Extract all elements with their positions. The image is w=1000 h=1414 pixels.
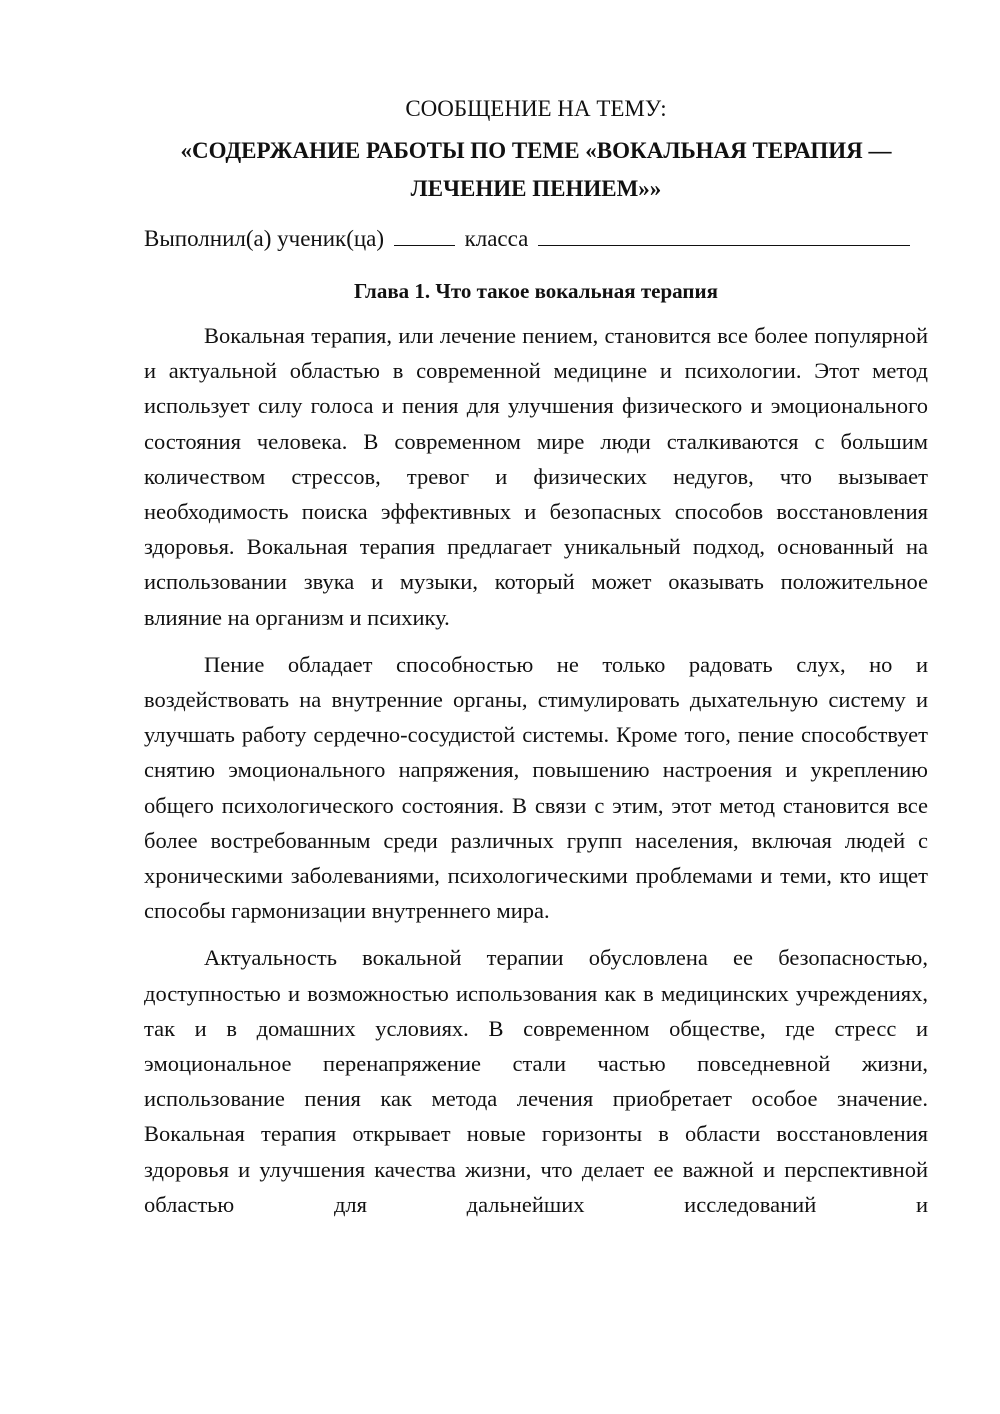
paragraph-1: Вокальная терапия, или лечение пением, становится все более популярной и актуальной областью в современной медицине и психологии. Этот метод использует силу голоса и пения для улучшения физического и эмоционального состояния человека. В современном мире люди сталкиваются с большим количеством стрессов, тревог и физических недугов, что вызывает необходимость поиска эффективных и безопасных способов восстановления здоровья. Вокальная терапия предлагает уникальный подход, основанный на использовании звука и музыки, который может оказывать положительное влияние на организм и психику. [144,323,928,630]
performer-line [144,222,928,256]
title-line-2: ЛЕЧЕНИЕ ПЕНИЕМ»» [410,176,662,201]
paragraph-3: Актуальность вокальной терапии обусловлена ее безопасностью, доступностью и возможностью использования как в медицинских учреждениях, так и в домашних условиях. В современном обществе, где стресс и эмоциональное перенапряжение стали частью повседневной жизни, использование пения как метода лечения приобретает особое значение. Вокальная терапия открывает новые горизонты в области восстановления здоровья и улучшения качества жизни, что делает ее важной и перспективной областью для дальнейших исследований и [144,945,928,1217]
document-page [144,92,928,1222]
document-title [144,132,928,208]
performer-label: Выполнил(а) ученик(ца) [144,226,385,251]
paragraph-2: Пение обладает способностью не только радовать слух, но и воздействовать на внутренние органы, стимулировать дыхательную систему и улучшать работу сердечно-сосудистой системы. Кроме того, пение способствует снятию эмоционального напряжения, повышению настроения и укреплению общего психологического состояния. В связи с этим, этот метод становится все более востребованным среди различных групп населения, включая людей с хроническими заболеваниями, психологическими проблемами и теми, кто ищет способы гармонизации внутреннего мира. [144,651,928,924]
performer-name-blank [538,225,910,246]
class-label: класса [464,226,529,251]
chapter-title: Глава 1. Что такое вокальная терапия [354,279,718,303]
header-line: СООБЩЕНИЕ НА ТЕМУ: [405,96,667,121]
title-line-1: «СОДЕРЖАНИЕ РАБОТЫ ПО ТЕМЕ «ВОКАЛЬНАЯ ТЕРАПИЯ — [180,138,892,163]
class-number-blank [394,225,455,246]
